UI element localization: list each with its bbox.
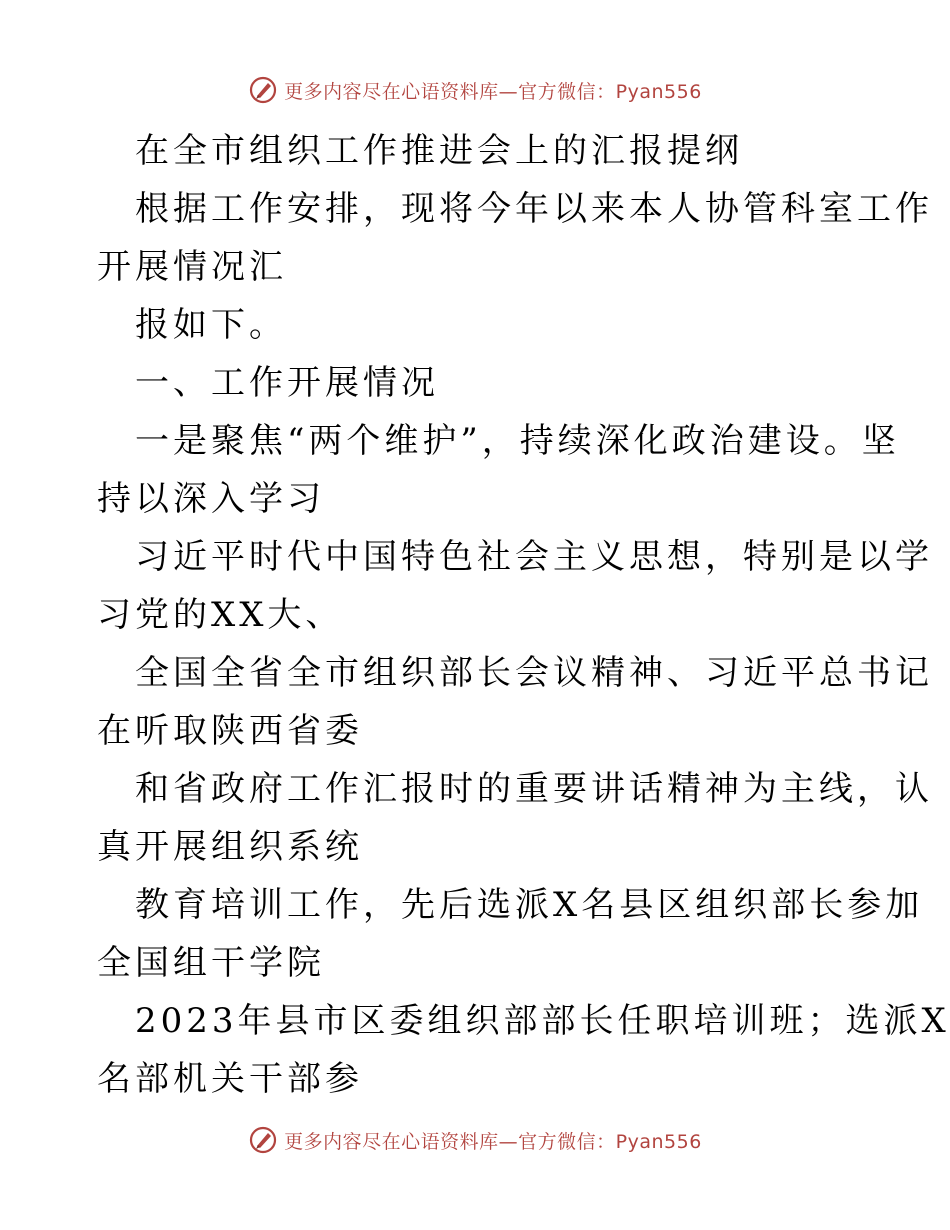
text-line: 和省政府工作汇报时的重要讲话精神为主线，认 [135,769,933,809]
text-line: 在听取陕西省委 [97,711,363,751]
pen-logo-icon [248,75,278,105]
pen-logo-icon [248,1125,278,1155]
text-line: 真开展组织系统 [97,827,363,867]
header-watermark [0,70,950,110]
watermark-text: 更多内容尽在心语资料库—官方微信：Pyan556 [284,80,702,103]
text-line: 习党的XX大、 [97,595,344,635]
text-line: 习近平时代中国特色社会主义思想，特别是以学 [135,537,933,577]
text-line: 报如下。 [135,305,287,345]
text-line: 一、工作开展情况 [135,363,439,403]
text-line: 一是聚焦“两个维护”，持续深化政治建设。坚 [135,421,900,461]
text-line: 2023年县市区委组织部部长任职培训班；选派X [135,1001,950,1041]
document-body [97,122,950,1108]
text-line: 教育培训工作，先后选派X名县区组织部长参加 [135,885,924,925]
text-line: 全国组干学院 [97,943,325,983]
text-line: 名部机关干部参 [97,1059,363,1099]
text-line: 开展情况汇 [97,247,287,287]
footer-watermark [0,1120,950,1160]
text-line: 全国全省全市组织部长会议精神、习近平总书记 [135,653,933,693]
text-line: 根据工作安排，现将今年以来本人协管科室工作 [135,189,933,229]
text-line: 在全市组织工作推进会上的汇报提纲 [135,131,743,171]
text-line: 持以深入学习 [97,479,325,519]
watermark-text: 更多内容尽在心语资料库—官方微信：Pyan556 [284,1130,702,1153]
